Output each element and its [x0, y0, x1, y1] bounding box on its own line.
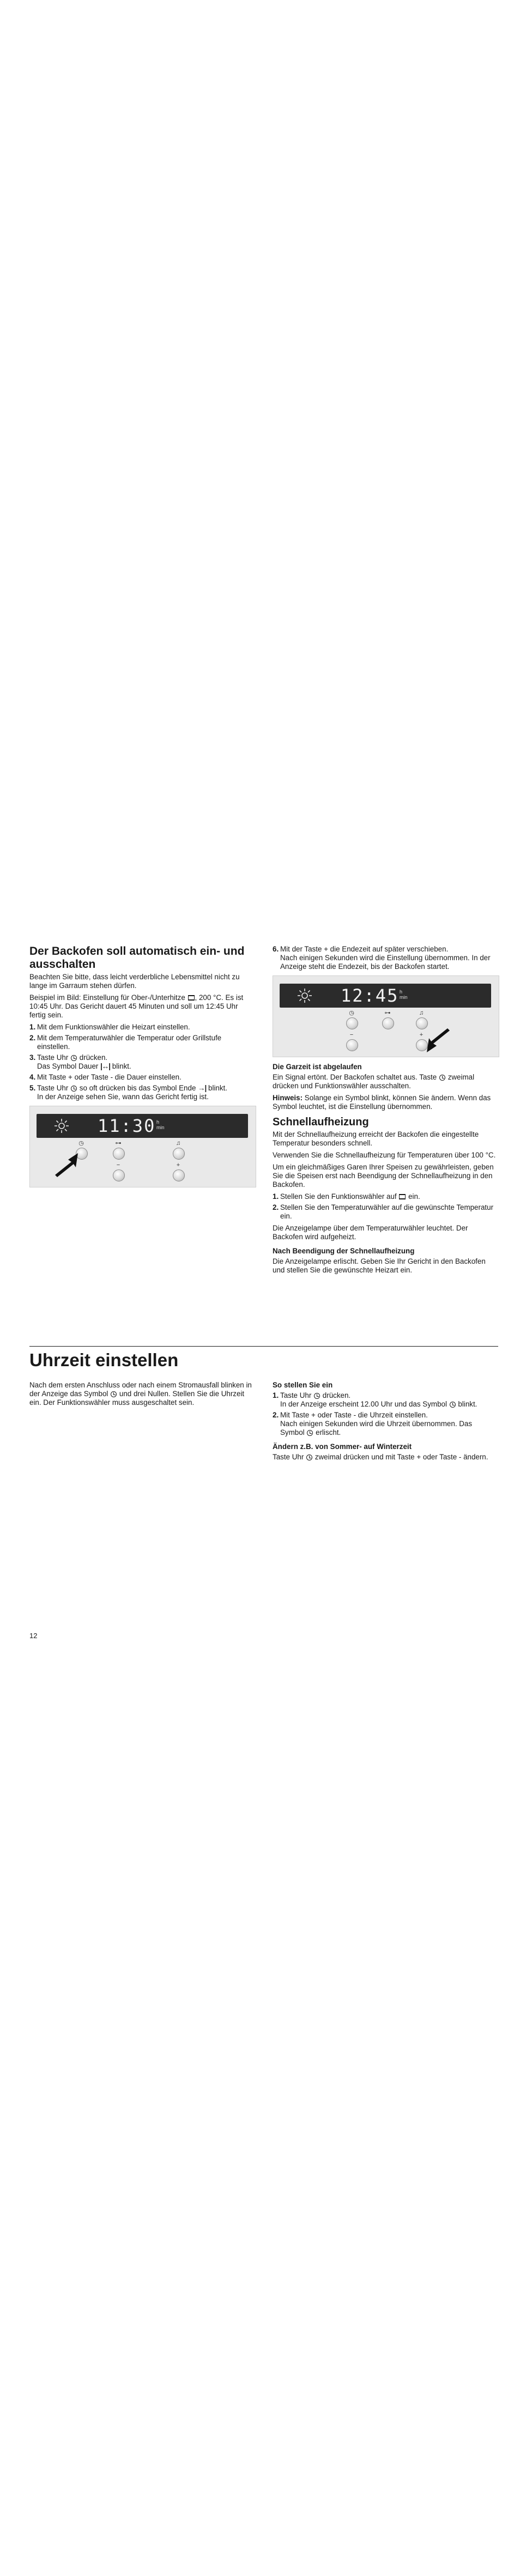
key-icon: ⊶ [115, 1140, 122, 1147]
clock-button[interactable] [346, 1017, 358, 1029]
rapid-heat-icon [399, 1194, 406, 1199]
sun-blink-icon [54, 1118, 69, 1134]
list-item: 1. Stellen Sie den Funktionswähler auf ein. [273, 1192, 420, 1201]
schnell-heading: Schnellaufheizung [273, 1116, 369, 1128]
bell-icon: ♫ [176, 1140, 181, 1147]
garzeit-text: Ein Signal ertönt. Der Backofen schaltet aus. Taste zweimal drücken und Funktionswähler ausschalten. [273, 1073, 475, 1090]
duration-icon: |↔| [100, 1062, 111, 1070]
clock-icon [307, 1430, 313, 1436]
timer-button[interactable] [173, 1148, 185, 1160]
clock-icon [71, 1086, 77, 1092]
sun-blink-icon [297, 988, 312, 1003]
minus-button[interactable] [113, 1169, 125, 1181]
aendern-heading: Ändern z.B. von Sommer- auf Winterzeit [273, 1442, 412, 1451]
stellen-heading: So stellen Sie ein [273, 1381, 333, 1389]
control-panel-illustration [273, 975, 499, 1057]
list-item: 6. Mit der Taste + die Endezeit auf später verschieben. Nach einigen Sekunden wird die Einstellung übernommen. In der Anzeige steht die Endezeit, bis der Backofen startet. [273, 945, 491, 971]
schnell-p2: Verwenden Sie die Schnellaufheizung für Temperaturen über 100 °C. [273, 1151, 496, 1159]
chapter-intro: Nach dem ersten Anschluss oder nach einem Stromausfall blinken in der Anzeige das Symbol und drei Nullen. Stellen Sie die Uhrzeit ein. Der Funktionswähler muss ausgeschaltet sein. [29, 1381, 252, 1407]
garzeit-heading: Die Garzeit ist abgelaufen [273, 1063, 362, 1071]
section-heading-auto: Der Backofen soll automatisch ein- und ausschalten [29, 945, 245, 971]
steps-list-schnell [273, 1192, 498, 1221]
clock-icon [314, 1393, 320, 1399]
clock-icon [71, 1055, 77, 1061]
list-item: 4. Mit Taste + oder Taste - die Dauer einstellen. [29, 1073, 182, 1081]
childlock-button[interactable] [382, 1017, 394, 1029]
aendern-text: Taste Uhr zweimal drücken und mit Taste + oder Taste - ändern. [273, 1453, 488, 1461]
control-panel-illustration [29, 1106, 256, 1187]
clock-icon [450, 1402, 456, 1408]
oven-display [37, 1114, 248, 1138]
childlock-button[interactable] [113, 1148, 125, 1160]
ende-text: Die Anzeigelampe erlischt. Geben Sie Ihr Gericht in den Backofen und stellen Sie die gewünschte Heizart ein. [273, 1257, 486, 1274]
key-icon: ⊶ [384, 1010, 391, 1016]
clock-icon [306, 1454, 312, 1460]
list-item: 2. Mit dem Temperaturwähler die Temperatur oder Grillstufe einstellen. [29, 1034, 222, 1051]
display-digits: 11:30 [98, 1116, 156, 1136]
steps-list-auto [29, 1023, 255, 1101]
list-item: 2. Mit Taste + oder Taste - die Uhrzeit einstellen. Nach einigen Sekunden wird die Uhrzeit übernommen. Das Symbol erlischt. [273, 1411, 473, 1437]
hinweis-note: Hinweis: Solange ein Symbol blinkt, können Sie ändern. Wenn das Symbol leuchtet, ist die Einstellung übernommen. [273, 1094, 491, 1111]
right-column [273, 945, 498, 1278]
ende-heading: Nach Beendigung der Schnellaufheizung [273, 1247, 415, 1255]
steps-list-stellen [273, 1391, 498, 1437]
plus-icon: + [419, 1032, 424, 1038]
end-time-icon: →| [198, 1084, 207, 1092]
bell-icon: ♫ [419, 1010, 424, 1016]
list-item: 1. Taste Uhr drücken. In der Anzeige erscheint 12.00 Uhr und das Symbol blinkt. [273, 1391, 477, 1408]
minus-button[interactable] [346, 1039, 358, 1051]
plus-icon: + [176, 1162, 180, 1168]
clock-icon [111, 1391, 117, 1397]
schnell-p1: Mit der Schnellaufheizung erreicht der Backofen die eingestellte Temperatur besonders schnell. [273, 1130, 479, 1147]
oven-display [280, 984, 491, 1008]
intro-text: Beachten Sie bitte, dass leicht verderbliche Lebensmittel nicht zu lange im Garraum stehen dürfen. [29, 973, 240, 990]
steps-list-continued [273, 945, 498, 971]
pointer-arrow-icon [425, 1026, 453, 1054]
list-item: 5. Taste Uhr so oft drücken bis das Symbol Ende →| blinkt. In der Anzeige sehen Sie, wann das Gericht fertig ist. [29, 1084, 227, 1101]
pointer-arrow-icon [52, 1151, 80, 1179]
chapter-left-column [29, 1381, 255, 1410]
page-number: 12 [29, 1632, 38, 1640]
list-item: 2. Stellen Sie den Temperaturwähler auf die gewünschte Temperatur ein. [273, 1203, 494, 1220]
clock-icon: ◷ [349, 1010, 354, 1016]
minus-icon: − [349, 1032, 354, 1038]
top-bottom-heat-icon [188, 995, 195, 1001]
schnell-p4: Die Anzeigelampe über dem Temperaturwähler leuchtet. Der Backofen wird aufgeheizt. [273, 1224, 468, 1241]
chapter-title: Uhrzeit einstellen [29, 1350, 179, 1370]
list-item: 3. Taste Uhr drücken. Das Symbol Dauer |↔| blinkt. [29, 1053, 131, 1070]
chapter-divider [29, 1346, 498, 1347]
clock-icon [439, 1075, 445, 1081]
display-digits: 12:45 [341, 985, 399, 1006]
left-column [29, 945, 255, 1193]
clock-icon: ◷ [78, 1140, 84, 1147]
minus-icon: − [116, 1162, 120, 1168]
chapter-right-column [273, 1381, 498, 1465]
list-item: 1. Mit dem Funktionswähler die Heizart einstellen. [29, 1023, 190, 1031]
example-text: Beispiel im Bild: Einstellung für Ober-/Unterhitze , 200 °C. Es ist 10:45 Uhr. Das Gericht dauert 45 Minuten und soll um 12:45 Uhr fertig sein. [29, 993, 244, 1019]
schnell-p3: Um ein gleichmäßiges Garen Ihrer Speisen zu gewährleisten, geben Sie die Speisen erst nach Beendigung der Schnellaufheizung in den Backofen. [273, 1163, 494, 1189]
display-unit: h min [156, 1119, 165, 1130]
plus-button[interactable] [173, 1169, 185, 1181]
display-unit: h min [400, 989, 408, 1000]
